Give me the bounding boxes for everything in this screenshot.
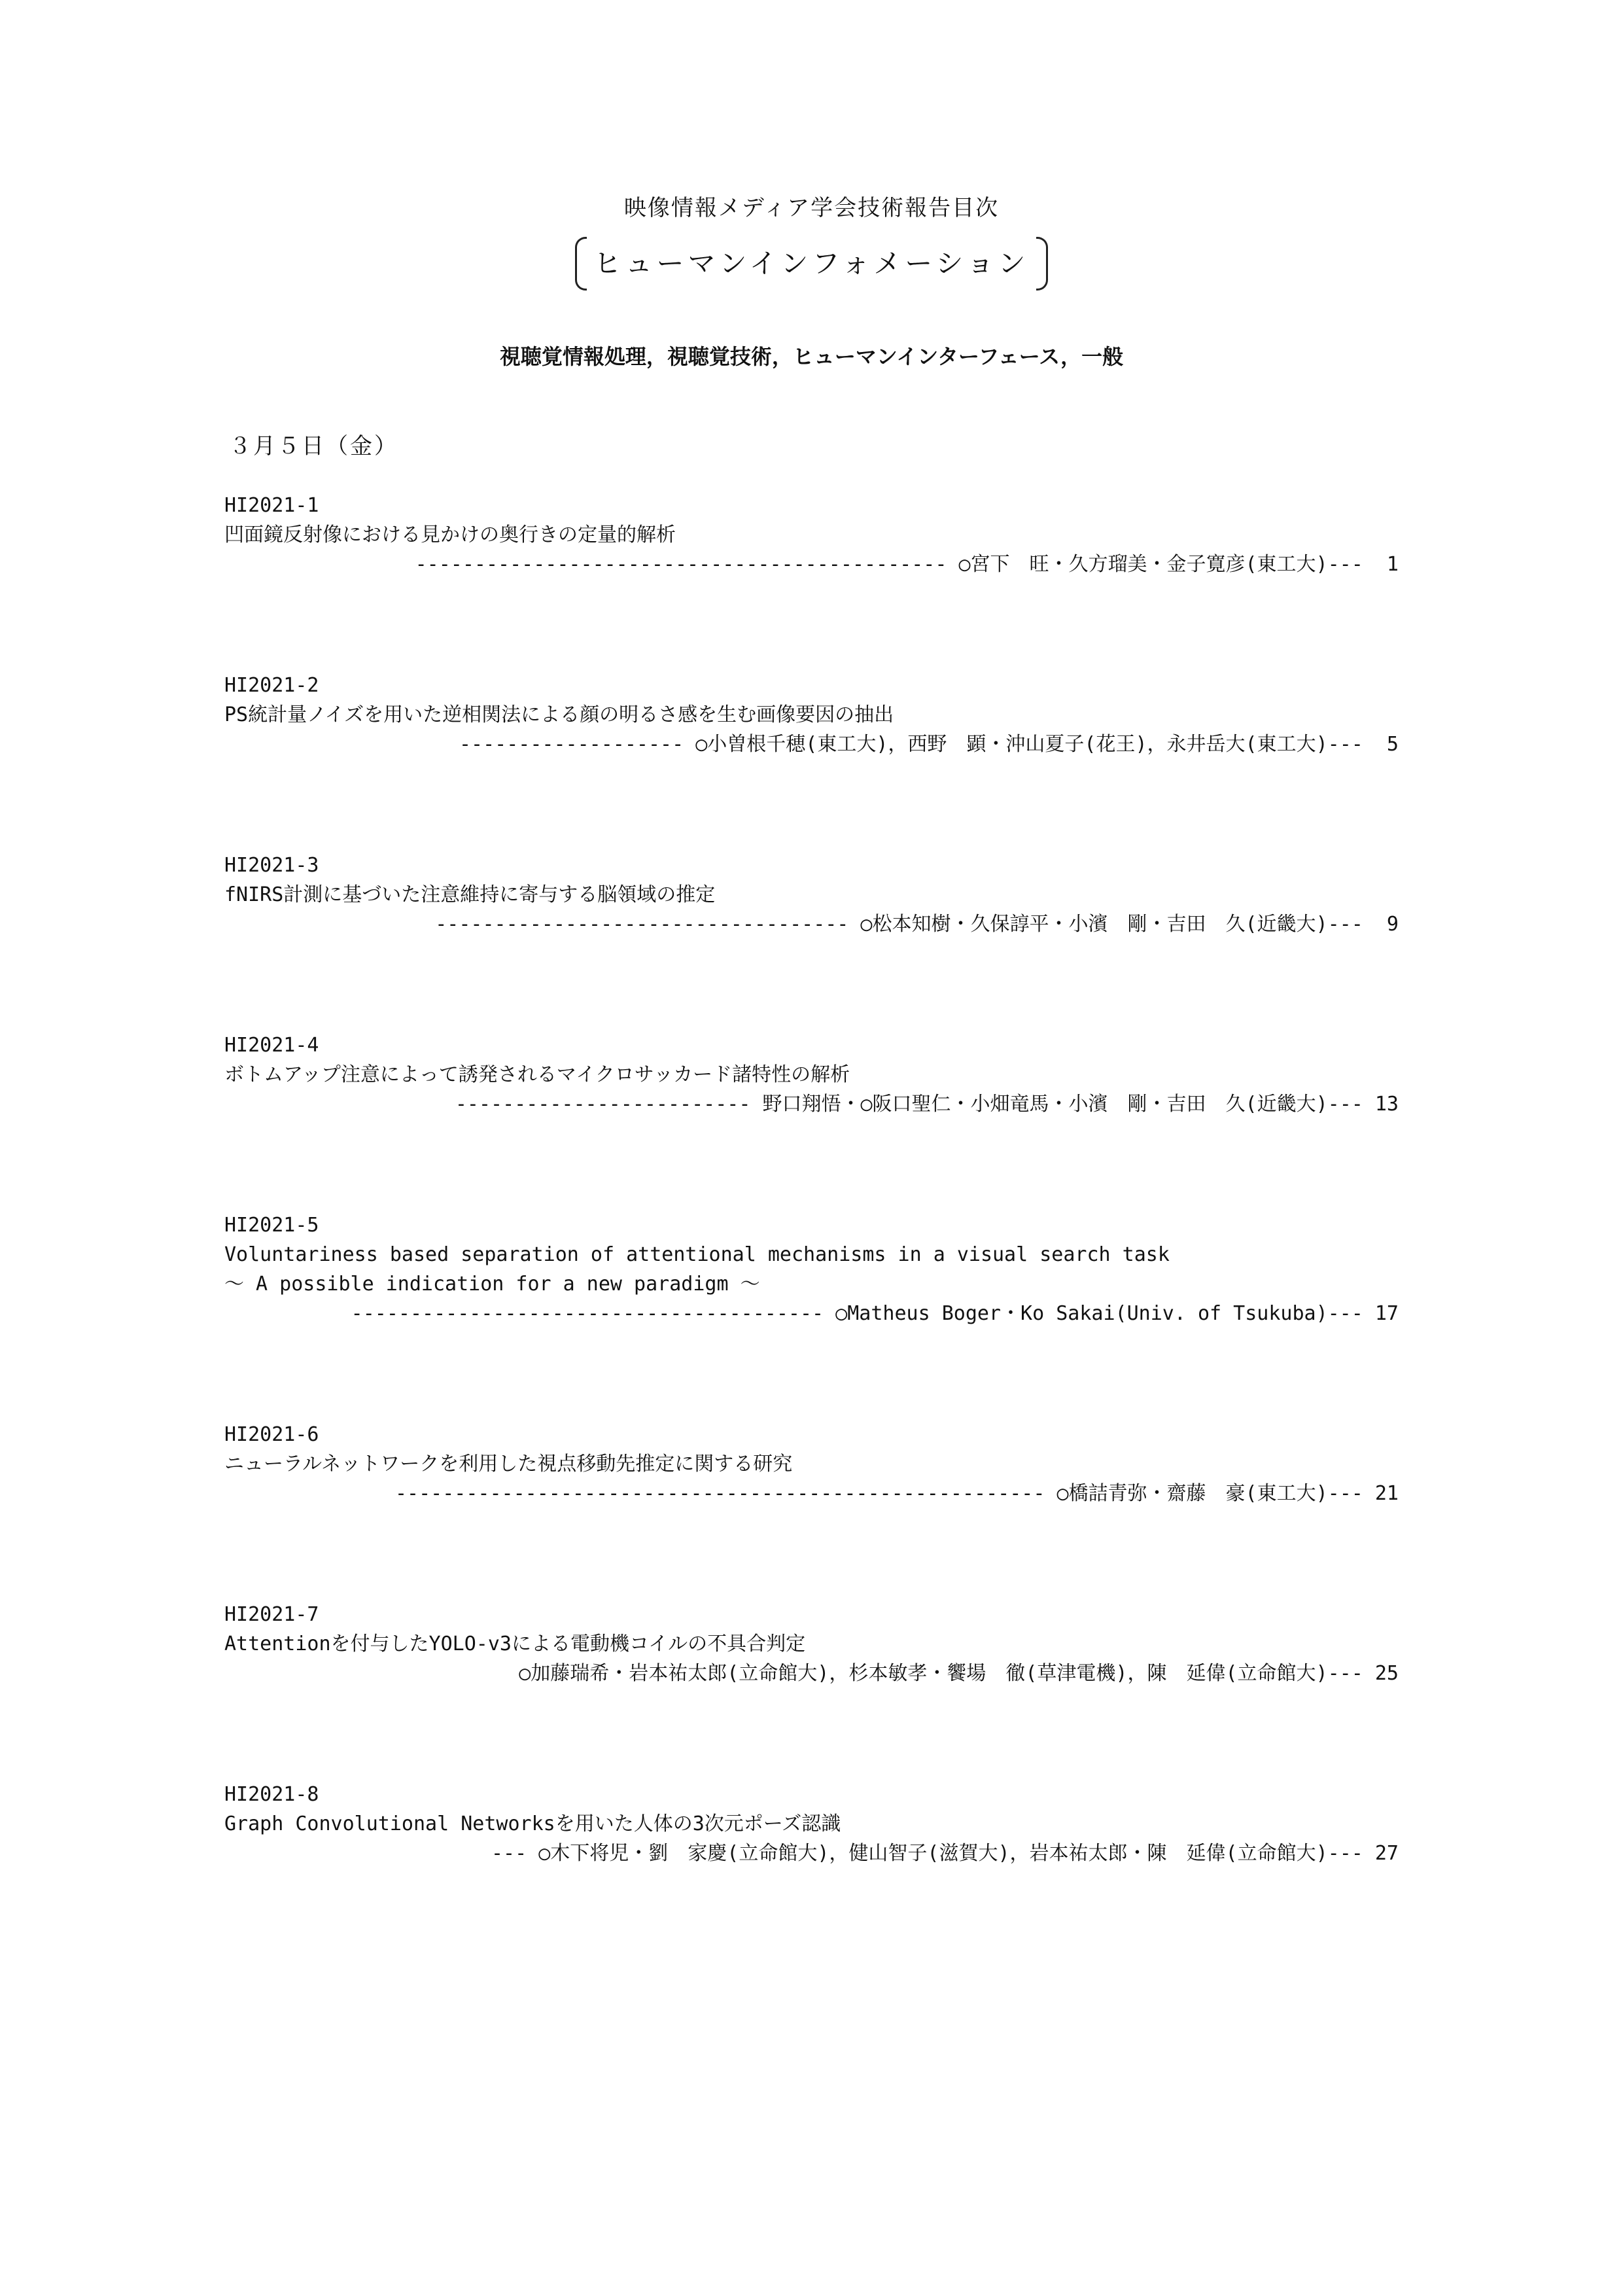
toc-entry-1 [224, 491, 1399, 579]
toc-entry-5 [224, 1210, 1399, 1328]
entry-id: HI2021-3 [224, 854, 319, 877]
left-bracket [575, 237, 587, 291]
entry-title: ニューラルネットワークを利用した視点移動先推定に関する研究 [224, 1453, 793, 1475]
subtitle-block [0, 237, 1623, 291]
toc-entry-4 [224, 1031, 1399, 1119]
entry-authors: ------------------------- 野口翔悟・○阪口聖仁・小畑竜馬・小濱 剛・吉田 久(近畿大)--- 13 [455, 1093, 1399, 1116]
toc-entry-7 [224, 1600, 1399, 1688]
section-subtitle: ヒューマンインフォメーション [593, 247, 1030, 279]
entry-title: PS統計量ノイズを用いた逆相関法による顔の明るさ感を生む画像要因の抽出 [224, 703, 894, 726]
entry-authors: ---------------------------------------- ○Matheus Boger・Ko Sakai(Univ. of Tsukuba)--- 17 [351, 1302, 1399, 1325]
entry-title: Voluntariness based separation of attentional mechanisms in a visual search task [224, 1243, 1170, 1266]
entry-subtitle: ～ A possible indication for a new paradigm ～ [224, 1273, 760, 1296]
entry-id: HI2021-4 [224, 1034, 319, 1057]
report-title: 映像情報メディア学会技術報告目次 [623, 195, 1000, 221]
entry-authors: ○加藤瑞希・岩本祐太郎(立命館大)，杉本敏孝・饗場 徹(草津電機)，陳 延偉(立命館大)--- 25 [519, 1662, 1399, 1685]
entry-id: HI2021-2 [224, 674, 319, 697]
right-bracket [1036, 237, 1048, 291]
entry-id: HI2021-6 [224, 1423, 319, 1446]
toc-entry-2 [224, 671, 1399, 759]
entry-id: HI2021-8 [224, 1783, 319, 1806]
entry-title: fNIRS計測に基づいた注意維持に寄与する脳領域の推定 [224, 883, 716, 906]
category-list: 視聴覚情報処理，視聴覚技術，ヒューマンインターフェース，一般 [499, 344, 1124, 369]
entry-title: ボトムアップ注意によって誘発されるマイクロサッカード諸特性の解析 [224, 1063, 850, 1086]
entry-id: HI2021-7 [224, 1603, 319, 1626]
entry-authors: ------------------- ○小曽根千穂(東工大)，西野 顕・沖山夏子(花王)，永井岳大(東工大)--- 5 [459, 733, 1399, 756]
entry-title: 凹面鏡反射像における見かけの奥行きの定量的解析 [224, 523, 676, 546]
entry-title: Graph Convolutional Networksを用いた人体の3次元ポーズ認識 [224, 1812, 841, 1835]
entry-id: HI2021-1 [224, 494, 319, 517]
toc-entry-3 [224, 851, 1399, 939]
entry-authors: ----------------------------------- ○松本知樹・久保諄平・小濱 剛・吉田 久(近畿大)--- 9 [435, 913, 1399, 936]
entry-authors: --------------------------------------------- ○宮下 旺・久方瑠美・金子寛彦(東工大)--- 1 [415, 553, 1399, 576]
entry-id: HI2021-5 [224, 1214, 319, 1237]
entry-authors: --- ○木下将児・劉 家慶(立命館大)，健山智子(滋賀大)，岩本祐太郎・陳 延偉(立命館大)--- 27 [491, 1842, 1399, 1865]
session-date: ３月５日（金） [229, 433, 398, 459]
toc-entry-8 [224, 1780, 1399, 1868]
entry-authors: ------------------------------------------------------- ○橋詰青弥・齋藤 豪(東工大)--- 21 [395, 1482, 1399, 1505]
entry-title: Attentionを付与したYOLO-v3による電動機コイルの不具合判定 [224, 1633, 806, 1655]
toc-entry-6 [224, 1420, 1399, 1508]
